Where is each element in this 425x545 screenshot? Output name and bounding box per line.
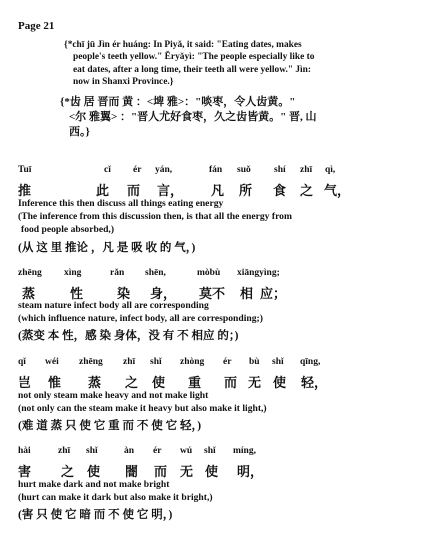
pinyin-syllable: shí xyxy=(274,165,286,175)
hanzi-char: 无 xyxy=(180,464,194,479)
hanzi-char: 使 xyxy=(205,464,219,479)
hanzi-char: 性 xyxy=(70,286,84,301)
hanzi-char: 害 xyxy=(18,464,32,479)
chinese-translation: (从 这 里 推论 ，凡 是 吸 收 的 气，) xyxy=(18,242,196,254)
hanzi-char: 染 xyxy=(117,286,131,301)
pinyin-syllable: zhēng xyxy=(79,357,103,367)
hanzi-char: 蒸 xyxy=(22,286,36,301)
pinyin-syllable: qīng, xyxy=(300,357,321,367)
pinyin-syllable: àn xyxy=(124,446,135,456)
hanzi-char: 明， xyxy=(237,464,264,479)
pinyin-syllable: yán, xyxy=(155,165,173,175)
pinyin-syllable: xìng xyxy=(64,268,82,278)
hanzi-char: 所 xyxy=(239,183,253,198)
hanzi-char: 之 xyxy=(300,183,314,198)
pinyin-syllable: shǐ xyxy=(204,446,216,456)
hanzi-char: 莫不 xyxy=(199,286,226,301)
pinyin-syllable: shǐ xyxy=(86,446,98,456)
pinyin-syllable: zhī xyxy=(123,357,136,367)
source-note-line: eat dates, after a long time, their teeth all were yellow." Jìn: xyxy=(73,64,311,75)
hanzi-char: 蒸 xyxy=(88,375,102,390)
translation-line: food people absorbed,) xyxy=(21,223,115,235)
hanzi-char: 轻， xyxy=(301,375,328,390)
pinyin-syllable: bù xyxy=(249,357,260,367)
pinyin-syllable: qǐ xyxy=(18,357,26,367)
hanzi-char: 而 xyxy=(154,464,168,479)
hanzi-char: 相 xyxy=(240,286,254,301)
translation-line: (The inference from this discussion then, is that all the energy from xyxy=(18,210,292,222)
pinyin-syllable: mòbù xyxy=(197,268,221,278)
hanzi-char: 使 xyxy=(152,375,166,390)
source-note xyxy=(64,39,314,89)
pinyin-syllable: zhī xyxy=(300,165,313,175)
source-note-chinese-line: {*齿 居 晋而 黄 ：<埤 雅>："啖枣，令人齿黄。" xyxy=(60,96,296,108)
pinyin-syllable: wú xyxy=(180,446,193,456)
pinyin-syllable: rǎn xyxy=(110,268,125,278)
translation-lines xyxy=(18,198,292,236)
hanzi-char: 使 xyxy=(87,464,101,479)
translation-line: (which influence nature, infect body, all are corresponding;) xyxy=(18,312,263,324)
source-note-line: people's teeth yellow." Ěryǎyì: "The people especially like to xyxy=(73,52,315,63)
literal-gloss: not only steam make heavy and not make light xyxy=(18,390,209,401)
hanzi-char: 推 xyxy=(18,183,32,198)
pinyin-syllable: míng, xyxy=(233,446,256,456)
pinyin-syllable: shǐ xyxy=(272,357,284,367)
source-note-chinese-line: <尔 雅翼> ："晋人尤好食枣，久之齿皆黄。" 晋, 山 xyxy=(69,111,317,123)
hanzi-char: 气， xyxy=(324,183,351,198)
translation-lines xyxy=(18,300,263,326)
hanzi-char: 而 xyxy=(127,183,141,198)
source-note-line: {*chī jū Jìn ér huáng: In Piyǎ, it said: "Eating dates, makes xyxy=(64,40,302,50)
pinyin-syllable: hài xyxy=(18,446,31,456)
source-note-chinese xyxy=(60,95,317,140)
chinese-translation: (害 只 使 它 暗 而 不 使 它 明，) xyxy=(18,509,173,521)
hanzi-char: 凡 xyxy=(211,183,225,198)
hanzi-char: 食 xyxy=(273,183,287,198)
pinyin-syllable: Tuī xyxy=(18,165,32,175)
source-note-chinese-line: 西。} xyxy=(69,126,90,138)
translation-lines xyxy=(18,479,213,505)
hanzi-char: 之 xyxy=(125,375,139,390)
pinyin-syllable: ér xyxy=(153,446,162,456)
pinyin-syllable: wéi xyxy=(45,357,59,367)
page-title: Page 21 xyxy=(18,20,55,32)
pinyin-syllable: ér xyxy=(223,357,232,367)
source-note-line: now in Shanxi Province.} xyxy=(73,77,174,88)
hanzi-char: 重 xyxy=(188,375,202,390)
translation-line: (not only can the steam make it heavy but also make it light,) xyxy=(18,402,267,414)
hanzi-char: 无 xyxy=(248,375,262,390)
hanzi-char: 身， xyxy=(150,286,177,301)
pinyin-syllable: shǐ xyxy=(150,357,162,367)
pinyin-syllable: qì, xyxy=(325,165,336,175)
hanzi-char: 之 xyxy=(61,464,75,479)
literal-gloss: Inference this then discuss all things eating energy xyxy=(18,198,224,209)
translation-lines xyxy=(18,390,267,416)
pinyin-syllable: fán xyxy=(209,165,223,175)
hanzi-char: 岂 xyxy=(18,375,32,390)
hanzi-char: 言， xyxy=(157,183,184,198)
pinyin-syllable: ér xyxy=(133,165,142,175)
hanzi-char: 而 xyxy=(224,375,238,390)
pinyin-syllable: shēn, xyxy=(145,268,166,278)
chinese-translation: (难 道 蒸 只 使 它 重 而 不 使 它 轻，) xyxy=(18,420,202,432)
chinese-translation: (蒸变 本 性，感 染 身体，没 有 不 相应 的；) xyxy=(18,330,239,342)
pinyin-syllable: suǒ xyxy=(237,165,251,175)
translation-line: (hurt can make it dark but also make it bright,) xyxy=(18,491,213,503)
hanzi-char: 使 xyxy=(273,375,287,390)
pinyin-syllable: zhòng xyxy=(180,357,205,367)
pinyin-syllable: zhī xyxy=(58,446,71,456)
pinyin-syllable: xiāngyìng; xyxy=(237,268,280,278)
literal-gloss: hurt make dark and not make bright xyxy=(18,479,170,490)
hanzi-char: 应； xyxy=(260,286,287,301)
pinyin-syllable: cǐ xyxy=(104,165,111,175)
literal-gloss: steam nature infect body all are corresponding xyxy=(18,300,209,311)
hanzi-char: 惟 xyxy=(48,375,62,390)
hanzi-char: 此 xyxy=(96,183,110,198)
hanzi-char: 闇 xyxy=(125,464,139,479)
pinyin-syllable: zhēng xyxy=(18,268,42,278)
